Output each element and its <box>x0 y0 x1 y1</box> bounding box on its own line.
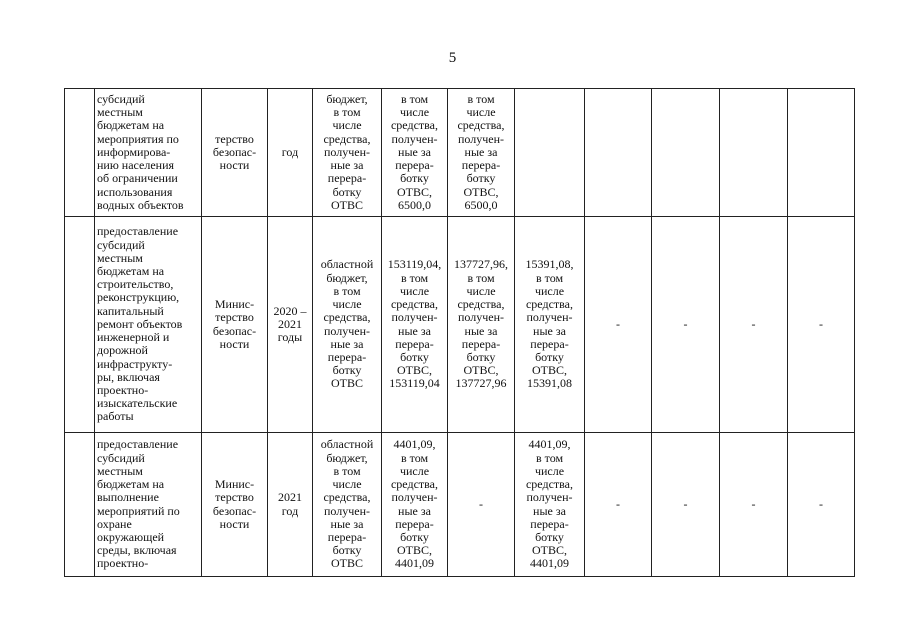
activity-name <box>97 225 199 423</box>
cell-line: мероприятия по <box>97 131 179 146</box>
cell-line: в том <box>400 92 429 107</box>
cell-line: ности <box>219 336 250 351</box>
cell-line: 4401,09 <box>395 556 434 571</box>
total-amount <box>384 93 445 212</box>
cell-line: перера- <box>395 158 434 173</box>
amount-2021-cell <box>515 217 585 433</box>
cell-line: субсидий <box>97 92 145 107</box>
cell-line: безопас- <box>212 323 257 338</box>
cell-line: проектно- <box>97 382 149 397</box>
cell-line: ные за <box>398 503 431 518</box>
cell-line: ные за <box>464 144 498 159</box>
executor <box>204 478 265 531</box>
cell-line: получен- <box>457 131 505 146</box>
cell-line: капитальный <box>97 303 164 318</box>
table-row <box>65 89 855 217</box>
amount-2023-cell <box>652 433 720 577</box>
cell-line: предоставление <box>97 437 179 452</box>
amount-2024-cell <box>720 89 788 217</box>
cell-line: субсидий <box>97 450 145 465</box>
total-amount-cell <box>382 217 448 433</box>
cell-line: средства, <box>457 297 505 312</box>
cell-line: 2020 – <box>273 303 307 318</box>
cell-line: числе <box>466 283 496 298</box>
executor-cell <box>202 217 268 433</box>
cell-line: в том <box>467 270 495 285</box>
cell-line: информирова- <box>97 144 171 159</box>
executor-cell <box>202 433 268 577</box>
cell-line: средства, <box>323 310 371 325</box>
cell-line: перера- <box>530 516 569 531</box>
row-number-cell <box>65 217 95 433</box>
amount-2021-cell <box>515 89 585 217</box>
cell-line: об ограничении <box>97 171 178 186</box>
amount-2021 <box>517 438 582 570</box>
cell-line: дорожной <box>97 343 148 358</box>
cell-line: окружающей <box>97 529 165 544</box>
cell-line: ОТВС <box>330 197 363 212</box>
cell-line: ремонт объектов <box>97 316 183 331</box>
funding-source <box>315 93 379 212</box>
total-amount <box>384 258 445 390</box>
amount-2022-cell <box>585 217 652 433</box>
period <box>270 146 310 159</box>
cell-line: ОТВС <box>330 556 363 571</box>
cell-line: перера- <box>461 158 501 173</box>
cell-line: год <box>281 144 299 159</box>
table-row <box>65 217 855 433</box>
cell-line: в том <box>333 283 361 298</box>
cell-line: числе <box>332 118 362 133</box>
cell-line: ботку <box>400 171 429 186</box>
cell-line: числе <box>399 105 430 120</box>
cell-line: - <box>819 316 823 331</box>
cell-line: - <box>683 316 688 331</box>
cell-line: ОТВС, <box>463 184 499 199</box>
cell-line: Минис- <box>214 297 255 312</box>
cell-line: инженерной и <box>97 330 170 345</box>
page-number: 5 <box>448 50 457 66</box>
cell-line: ОТВС, <box>463 363 499 378</box>
cell-line: в том <box>535 270 564 285</box>
cell-line: 15391,08, <box>525 257 574 272</box>
cell-line: безопас- <box>212 503 257 518</box>
cell-line: - <box>479 496 483 511</box>
total-amount <box>384 438 445 570</box>
amount-2025 <box>790 318 852 331</box>
period-cell <box>268 89 313 217</box>
cell-line: 153119,04 <box>389 376 440 391</box>
cell-line: год <box>281 503 299 518</box>
cell-line: средства, <box>390 118 438 133</box>
cell-line: получен- <box>457 310 505 325</box>
cell-line: числе <box>399 283 430 298</box>
cell-line: ОТВС, <box>396 363 432 378</box>
cell-line: бюджетам на <box>97 264 165 279</box>
cell-line: местным <box>97 250 143 265</box>
cell-line: 137727,96 <box>455 376 507 391</box>
cell-line: 6500,0 <box>398 197 431 212</box>
cell-line: областной <box>320 437 374 452</box>
executor <box>204 298 265 351</box>
amount-2020-cell <box>448 89 515 217</box>
cell-line: числе <box>466 105 496 120</box>
cell-line: 153119,04, <box>387 257 442 272</box>
cell-line: бюджет, <box>326 270 368 285</box>
cell-line: строительство, <box>97 277 174 292</box>
cell-line: среды, включая <box>97 543 177 558</box>
funding-source <box>315 438 379 570</box>
cell-line: терство <box>215 131 254 146</box>
cell-line: ОТВС, <box>531 363 567 378</box>
program-table <box>64 88 855 577</box>
cell-line: числе <box>399 463 430 478</box>
cell-line: получен- <box>526 490 573 505</box>
amount-2022-cell <box>585 89 652 217</box>
cell-line: 15391,08 <box>527 376 572 391</box>
amount-2020-cell <box>448 433 515 577</box>
amount-2025 <box>790 498 852 511</box>
activity-name <box>97 93 199 212</box>
cell-line: ОТВС, <box>396 184 432 199</box>
cell-line: ры, включая <box>97 369 160 384</box>
cell-line: получен- <box>391 310 438 325</box>
cell-line: получен- <box>526 310 573 325</box>
cell-line: - <box>616 496 620 511</box>
cell-line: работы <box>97 409 134 424</box>
period-cell <box>268 217 313 433</box>
funding-source-cell <box>313 433 382 577</box>
cell-line: в том <box>400 270 429 285</box>
cell-line: 2021 <box>278 316 302 331</box>
cell-line: нию населения <box>97 158 175 173</box>
amount-2025-cell <box>788 433 855 577</box>
amount-2021-cell <box>515 433 585 577</box>
cell-line: ные за <box>330 516 364 531</box>
cell-line: Минис- <box>214 477 255 492</box>
amount-2023-cell <box>652 217 720 433</box>
cell-line: - <box>616 316 620 331</box>
cell-line: средства, <box>525 477 573 492</box>
cell-line: - <box>683 496 688 511</box>
amount-2024-cell <box>720 217 788 433</box>
cell-line: средства, <box>323 490 371 505</box>
funding-source <box>315 258 379 390</box>
amount-2024 <box>722 498 785 511</box>
cell-line: получен- <box>391 490 438 505</box>
cell-line: 6500,0 <box>464 197 498 212</box>
cell-line: получен- <box>323 323 371 338</box>
cell-line: средства, <box>457 118 505 133</box>
row-number-cell <box>65 433 95 577</box>
executor <box>204 133 265 173</box>
amount-2020 <box>450 498 512 511</box>
cell-line: водных объектов <box>97 197 184 212</box>
cell-line: местным <box>97 105 143 120</box>
period-cell <box>268 433 313 577</box>
activity-name-cell <box>95 217 202 433</box>
amount-2020-cell <box>448 217 515 433</box>
cell-line: годы <box>277 330 303 345</box>
cell-line: перера- <box>461 336 501 351</box>
cell-line: местным <box>97 463 143 478</box>
cell-line: перера- <box>327 529 367 544</box>
table-row <box>65 433 855 577</box>
cell-line: перера- <box>327 171 367 186</box>
cell-line: областной <box>320 257 374 272</box>
cell-line: получен- <box>323 503 371 518</box>
cell-line: проектно- <box>97 556 149 571</box>
funding-source-cell <box>313 217 382 433</box>
cell-line: - <box>751 496 756 511</box>
amount-2025-cell <box>788 89 855 217</box>
amount-2020 <box>450 93 512 212</box>
cell-line: бюджет, <box>326 92 368 107</box>
cell-line: ботку <box>535 349 564 364</box>
amount-2024-cell <box>720 433 788 577</box>
cell-line: выполнение <box>97 490 159 505</box>
cell-line: ботку <box>332 543 362 558</box>
cell-line: реконструкцию, <box>97 290 180 305</box>
funding-source-cell <box>313 89 382 217</box>
period <box>270 491 310 517</box>
cell-line: средства, <box>525 297 573 312</box>
amount-2024 <box>722 318 785 331</box>
cell-line: числе <box>534 463 565 478</box>
amount-2023-cell <box>652 89 720 217</box>
cell-line: ные за <box>464 323 498 338</box>
cell-line: изыскательские <box>97 396 178 411</box>
row-number-cell <box>65 89 95 217</box>
cell-line: получен- <box>391 131 438 146</box>
executor-cell <box>202 89 268 217</box>
cell-line: бюджетам на <box>97 477 165 492</box>
cell-line: в том <box>400 450 429 465</box>
cell-line: числе <box>332 297 362 312</box>
cell-line: получен- <box>323 144 371 159</box>
cell-line: предоставление <box>97 224 179 239</box>
total-amount-cell <box>382 433 448 577</box>
amount-2022 <box>587 318 649 331</box>
cell-line: ные за <box>330 336 364 351</box>
cell-line: мероприятий по <box>97 503 180 518</box>
cell-line: в том <box>333 463 361 478</box>
cell-line: ботку <box>332 363 362 378</box>
amount-2022 <box>587 498 649 511</box>
cell-line: ОТВС, <box>531 543 567 558</box>
cell-line: терство <box>215 310 254 325</box>
cell-line: - <box>819 496 823 511</box>
cell-line: бюджет, <box>326 450 368 465</box>
cell-line: ные за <box>533 503 566 518</box>
cell-line: 4401,09, <box>393 437 436 452</box>
cell-line: ные за <box>398 144 431 159</box>
cell-line: бюджетам на <box>97 118 165 133</box>
amount-2020 <box>450 258 512 390</box>
cell-line: ности <box>219 158 250 173</box>
amount-2021 <box>517 258 582 390</box>
cell-line: ные за <box>330 158 364 173</box>
cell-line: числе <box>534 283 565 298</box>
cell-line: терство <box>215 490 254 505</box>
cell-line: перера- <box>327 349 367 364</box>
cell-line: 137727,96, <box>454 257 508 272</box>
activity-name-cell <box>95 89 202 217</box>
cell-line: ОТВС <box>330 376 363 391</box>
cell-line: ботку <box>466 171 496 186</box>
cell-line: инфраструкту- <box>97 356 173 371</box>
cell-line: средства, <box>390 297 438 312</box>
cell-line: безопас- <box>212 144 257 159</box>
cell-line: ботку <box>400 529 429 544</box>
cell-line: ботку <box>400 349 429 364</box>
cell-line: в том <box>333 105 361 120</box>
period <box>270 305 310 345</box>
amount-2023 <box>654 318 717 331</box>
cell-line: ности <box>219 516 250 531</box>
cell-line: 4401,09 <box>530 556 569 571</box>
amount-2025-cell <box>788 217 855 433</box>
cell-line: ботку <box>332 184 362 199</box>
cell-line: использования <box>97 184 173 199</box>
cell-line: перера- <box>395 516 434 531</box>
cell-line: ные за <box>533 323 566 338</box>
cell-line: в том <box>467 92 495 107</box>
amount-2023 <box>654 498 717 511</box>
cell-line: средства, <box>323 131 371 146</box>
cell-line: - <box>751 316 756 331</box>
cell-line: в том <box>535 450 564 465</box>
cell-line: 2021 <box>278 490 302 505</box>
activity-name-cell <box>95 433 202 577</box>
cell-line: охране <box>97 516 132 531</box>
cell-line: 4401,09, <box>528 437 571 452</box>
amount-2022-cell <box>585 433 652 577</box>
cell-line: средства, <box>390 477 438 492</box>
cell-line: ОТВС, <box>396 543 432 558</box>
cell-line: ные за <box>398 323 431 338</box>
cell-line: субсидий <box>97 237 145 252</box>
total-amount-cell <box>382 89 448 217</box>
cell-line: ботку <box>466 349 496 364</box>
cell-line: перера- <box>395 336 434 351</box>
cell-line: перера- <box>530 336 569 351</box>
cell-line: числе <box>332 477 362 492</box>
cell-line: ботку <box>535 529 564 544</box>
activity-name <box>97 438 199 570</box>
